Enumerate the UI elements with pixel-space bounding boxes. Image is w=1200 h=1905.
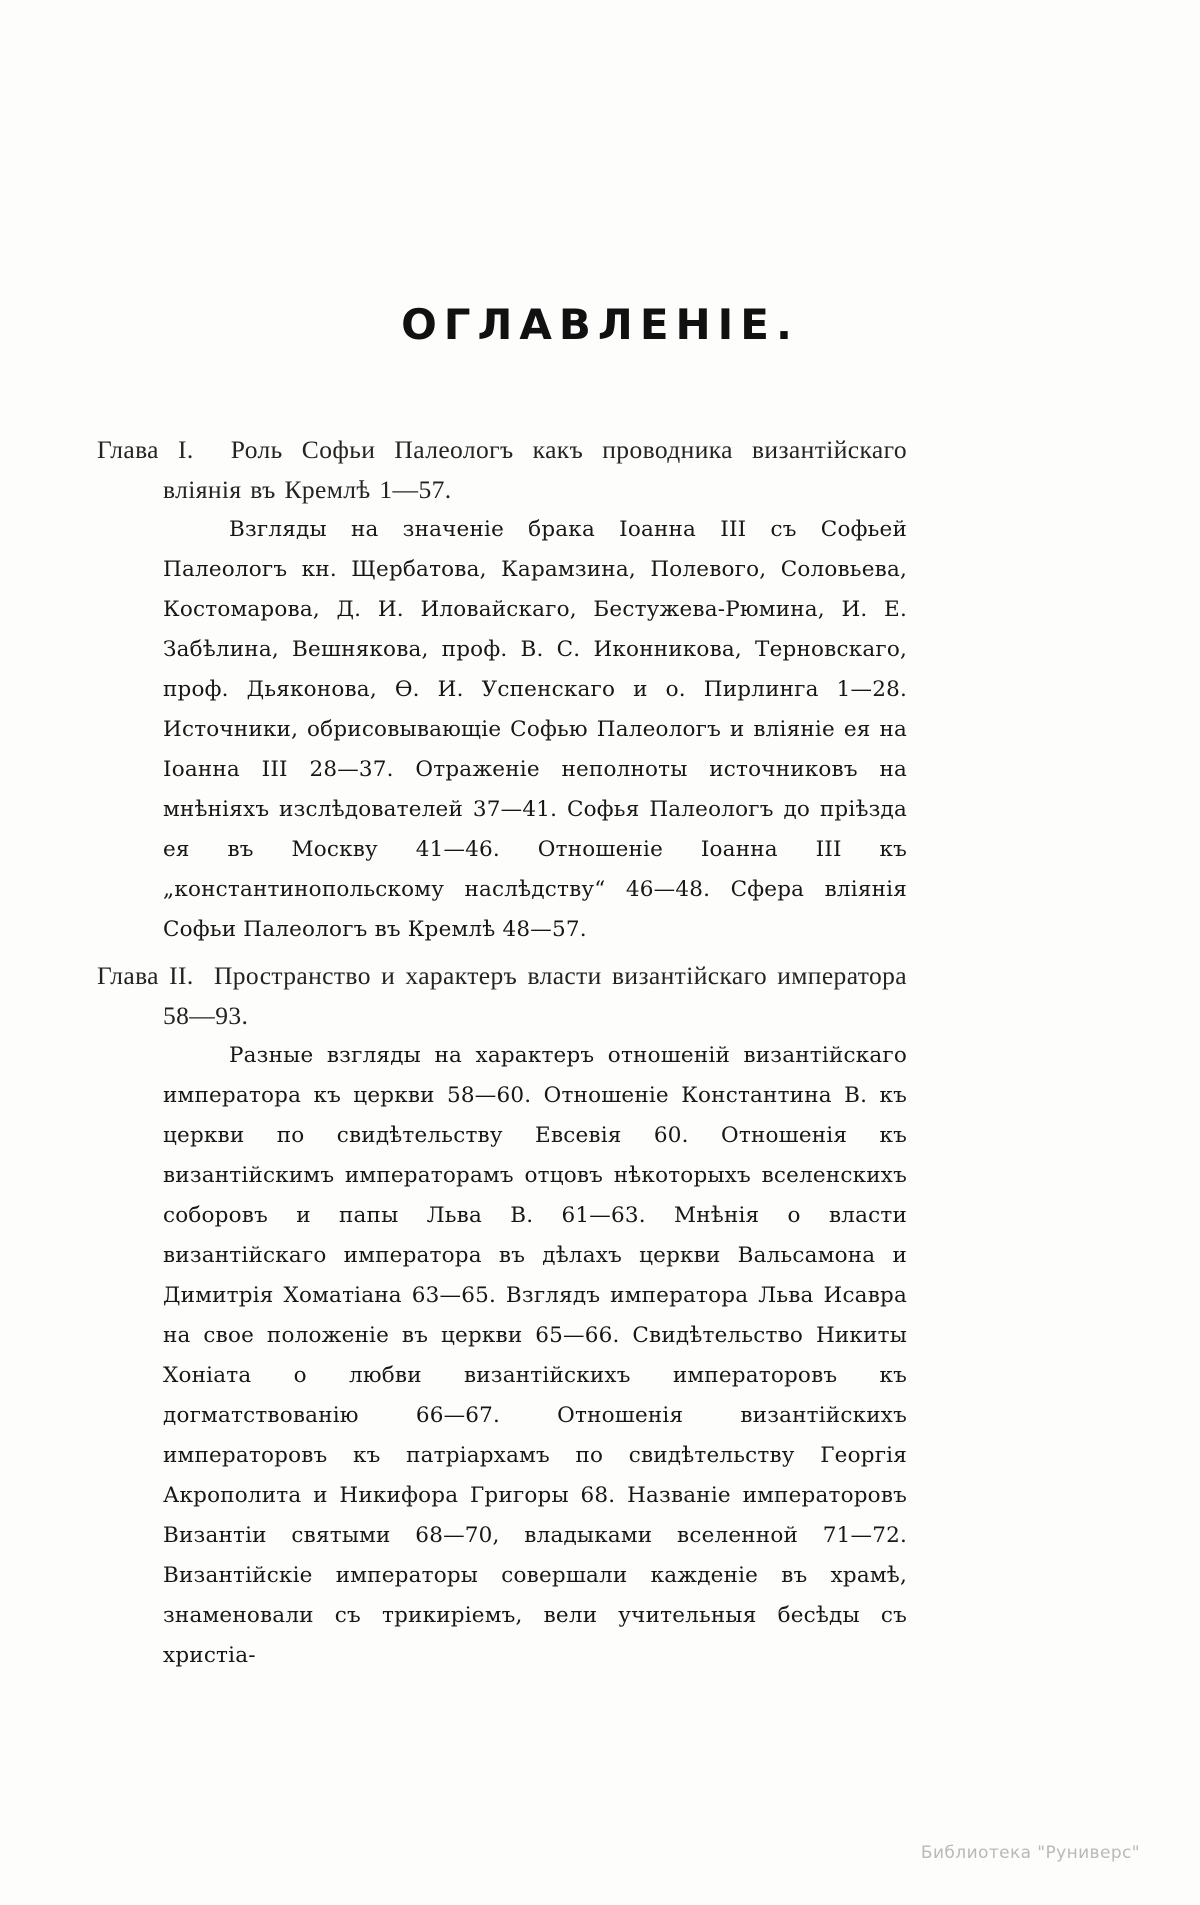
chapter-2-heading-text: Пространство и характеръ власти византійскаго императора 58—93. [163, 961, 907, 1030]
page-title: ОГЛАВЛЕНІЕ. [401, 300, 799, 349]
chapter-2-label: Глава II. [97, 961, 194, 990]
chapter-1-summary: Взгляды на значеніе брака Іоанна III съ Софьей Палеологъ кн. Щербатова, Карамзина, Полевого, Соловьева, Костомарова, Д. И. Иловайскаго, Бестужева-Рюмина, И. Е. Забѣлина, Вешнякова, проф. В. С. Иконникова, Терновскаго, проф. Дьяконова, Ѳ. И. Успенскаго и о. Пирлинга 1—28. Источники, обрисовывающіе Софью Палеологъ и вліяніе ея на Іоанна III 28—37. Отраженіе неполноты источниковъ на мнѣніяхъ изслѣдователей 37—41. Софья Палеологъ до пріѣзда ея въ Москву 41—46. Отношеніе Іоанна III къ „константинопольскому наслѣдству“ 46—48. Сфера вліянія Софьи Палеологъ въ Кремлѣ 48—57. [163, 517, 907, 942]
table-of-contents [97, 430, 907, 1678]
library-watermark: Библиотека "Руниверс" [920, 1843, 1140, 1863]
chapter-1-heading-text: Роль Софьи Палеологъ какъ проводника византійскаго вліянія въ Кремлѣ 1—57. [163, 435, 907, 504]
chapter-1-label: Глава I. [97, 435, 194, 464]
chapter-2-summary: Разные взгляды на характеръ отношеній византійскаго императора къ церкви 58—60. Отношеніе Константина В. къ церкви по свидѣтельству Евсевія 60. Отношенія къ византійскимъ императорамъ отцовъ нѣкоторыхъ вселенскихъ соборовъ и папы Льва В. 61—63. Мнѣнія о власти византійскаго императора въ дѣлахъ церкви Вальсамона и Димитрія Хоматіана 63—65. Взглядъ императора Льва Исавра на свое положеніе въ церкви 65—66. Свидѣтельство Никиты Хоніата о любви византійскихъ императоровъ къ догматствованію 66—67. Отношенія византійскихъ императоровъ къ патріархамъ по свидѣтельству Георгія Акрополита и Никифора Григоры 68. Названіе императоровъ Византіи святыми 68—70, владыками вселенной 71—72. Византійскіе императоры совершали кажденіе въ храмѣ, знаменовали съ трикиріемъ, вели учительныя бесѣды съ христіа- [163, 1043, 907, 1668]
chapter-1-heading [97, 430, 907, 510]
toc-entry-chapter-1 [97, 430, 907, 950]
toc-entry-chapter-2 [97, 956, 907, 1676]
chapter-2-heading [97, 956, 907, 1036]
